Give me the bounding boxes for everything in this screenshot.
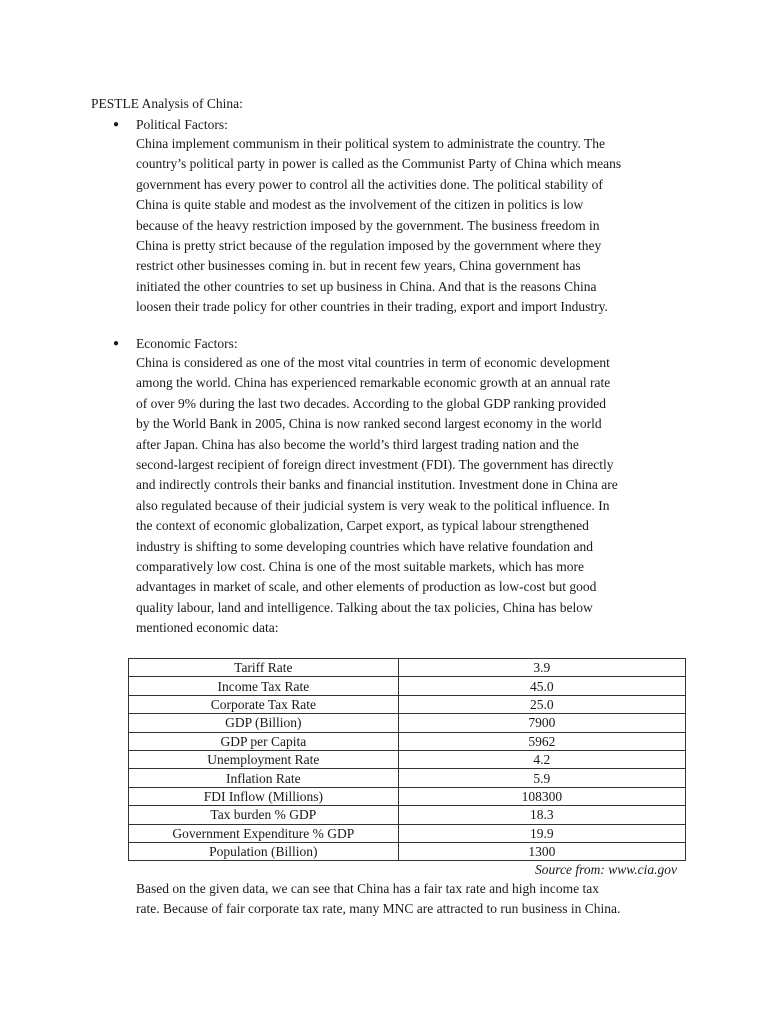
- text-line: government has every power to control all the activities done. The political stability of: [136, 176, 603, 192]
- text-line: of over 9% during the last two decades. According to the global GDP ranking provided: [136, 395, 607, 411]
- text-line: China is pretty strict because of the regulation imposed by the government where they: [136, 238, 602, 254]
- economic-factors-heading: Economic Factors:: [136, 336, 238, 351]
- political-factors-section: [91, 116, 691, 318]
- text-line: initiated the other countries to set up business in China. And that is the reasons China: [136, 278, 597, 294]
- text-line: industry is shifting to some developing countries which have relative foundation and: [136, 538, 594, 554]
- text-line: China is considered as one of the most vital countries in term of economic development: [136, 355, 610, 370]
- text-line: among the world. China has experienced remarkable economic growth at an annual rate: [136, 375, 611, 391]
- table-row: [129, 659, 686, 677]
- indicator-label: GDP per Capita: [129, 732, 399, 750]
- economic-data-table: [128, 658, 686, 861]
- text-line: the context of economic globalization, Carpet export, as typical labour strengthened: [136, 518, 589, 534]
- indicator-label: Unemployment Rate: [129, 750, 399, 768]
- table-row: [129, 695, 686, 713]
- text-line: restrict other businesses coming in. but in recent few years, China government has: [136, 258, 581, 274]
- text-line: rate. Because of fair corporate tax rate, many MNC are attracted to run business in China.: [136, 901, 621, 917]
- text-line: loosen their trade policy for other countries in their trading, export and import Industry.: [136, 299, 608, 315]
- table-row: [129, 842, 686, 860]
- text-line: and indirectly controls their banks and financial institution. Investment done in China are: [136, 477, 618, 493]
- economic-factors-paragraph: [136, 353, 691, 639]
- indicator-value: 5.9: [398, 769, 685, 787]
- economic-factors-section: [91, 335, 691, 639]
- indicator-value: 108300: [398, 787, 685, 805]
- indicator-label: Tariff Rate: [129, 659, 399, 677]
- indicator-label: Government Expenditure % GDP: [129, 824, 399, 842]
- indicator-label: FDI Inflow (Millions): [129, 787, 399, 805]
- indicator-value: 18.3: [398, 806, 685, 824]
- text-line: mentioned economic data:: [136, 620, 279, 636]
- bullet-icon: ●: [113, 338, 120, 349]
- table-row: [129, 714, 686, 732]
- indicator-value: 1300: [398, 842, 685, 860]
- conclusion-paragraph: [136, 879, 620, 920]
- indicator-label: GDP (Billion): [129, 714, 399, 732]
- text-line: China implement communism in their political system to administrate the country. The: [136, 136, 606, 151]
- table-row: [129, 677, 686, 695]
- political-factors-heading: Political Factors:: [136, 117, 228, 132]
- indicator-value: 3.9: [398, 659, 685, 677]
- text-line: by the World Bank in 2005, China is now ranked second largest economy in the world: [136, 416, 602, 432]
- bullet-icon: ●: [113, 119, 120, 130]
- political-factors-paragraph: [136, 134, 691, 318]
- indicator-value: 45.0: [398, 677, 685, 695]
- table-row: [129, 732, 686, 750]
- text-line: after Japan. China has also become the world’s third largest trading nation and the: [136, 436, 579, 452]
- text-line: also regulated because of their judicial system is very weak to the political influence. In: [136, 497, 610, 513]
- indicator-value: 7900: [398, 714, 685, 732]
- text-line: second-largest recipient of foreign direct investment (FDI). The government has directly: [136, 457, 614, 473]
- text-line: China is quite stable and modest as the involvement of the citizen in politics is low: [136, 197, 584, 213]
- table-row: [129, 769, 686, 787]
- indicator-label: Income Tax Rate: [129, 677, 399, 695]
- indicator-label: Tax burden % GDP: [129, 806, 399, 824]
- text-line: quality labour, land and intelligence. Talking about the tax policies, China has below: [136, 599, 593, 615]
- text-line: because of the heavy restriction imposed by the government. The business freedom in: [136, 217, 600, 233]
- indicator-value: 25.0: [398, 695, 685, 713]
- text-line: comparatively low cost. China is one of the most suitable markets, which has more: [136, 559, 585, 575]
- indicator-value: 19.9: [398, 824, 685, 842]
- indicator-label: Population (Billion): [129, 842, 399, 860]
- text-line: Based on the given data, we can see that China has a fair tax rate and high income tax: [136, 881, 599, 896]
- document-title: PESTLE Analysis of China:: [91, 96, 243, 111]
- table-row: [129, 806, 686, 824]
- indicator-label: Corporate Tax Rate: [129, 695, 399, 713]
- table-row: [129, 787, 686, 805]
- indicator-value: 5962: [398, 732, 685, 750]
- text-line: country’s political party in power is called as the Communist Party of China which means: [136, 156, 622, 172]
- indicator-value: 4.2: [398, 750, 685, 768]
- source-citation: Source from: www.cia.gov: [535, 862, 677, 877]
- table-row: [129, 750, 686, 768]
- indicator-label: Inflation Rate: [129, 769, 399, 787]
- text-line: advantages in market of scale, and other elements of production as low-cost but good: [136, 579, 597, 595]
- table-row: [129, 824, 686, 842]
